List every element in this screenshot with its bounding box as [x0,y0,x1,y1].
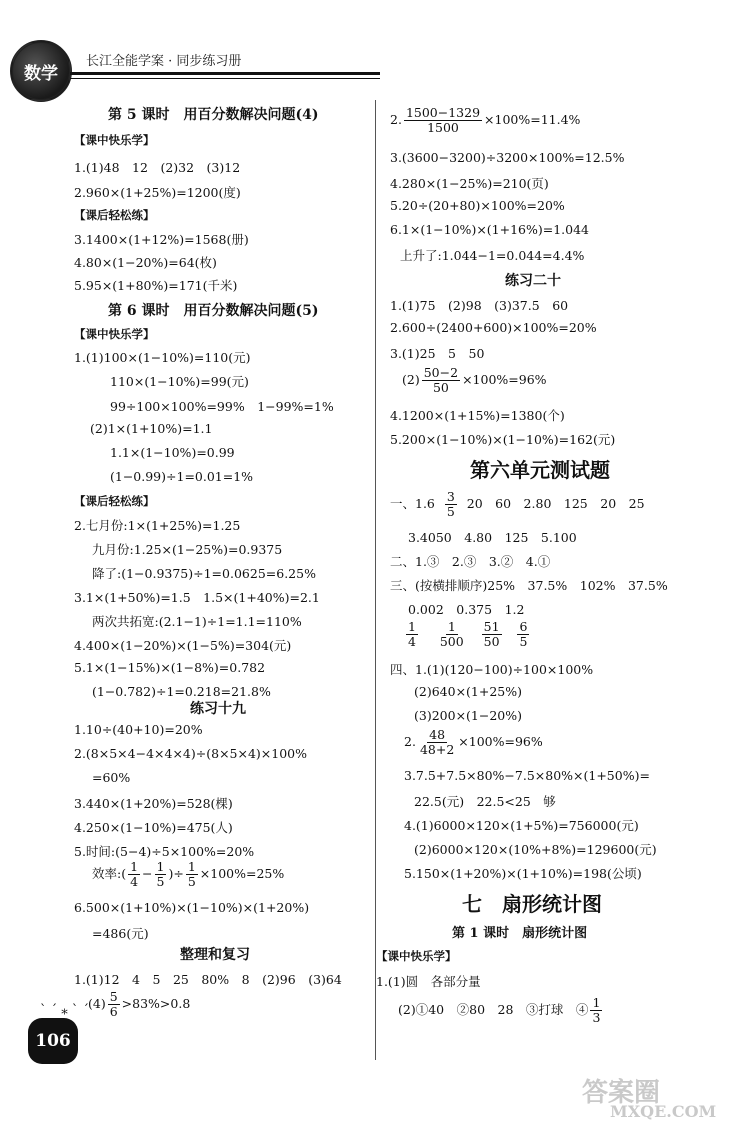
fraction [438,620,466,649]
numerator: 1 [408,619,416,634]
review-title: 整理和复习 [180,947,250,963]
answer-line: 0.002 0.375 1.2 [408,602,525,617]
unit7-title: 七 扇形统计图 [462,892,602,916]
answer-line-fraction [398,996,604,1025]
denominator: 6 [109,1003,118,1019]
answer-line: 5.95×(1+80%)=171(千米) [74,278,238,293]
answer-line: 3.(1)25 5 50 [390,346,485,361]
lesson5-tag-class: 【课中快乐学】 [74,133,155,147]
answer-line: 二、1.③ 2.③ 3.② 4.① [390,554,551,569]
answer-line: 3.4050 4.80 125 5.100 [408,530,577,545]
answer-line: 5.200×(1−10%)×(1−10%)=162(元) [390,432,616,447]
answer-line: 6.500×(1+10%)×(1−10%)×(1+20%) [74,900,310,915]
answer-line-fraction [390,106,580,135]
lesson6-tag-class: 【课中快乐学】 [74,327,155,341]
answer-line: 两次共拓宽:(2.1−1)÷1=1.1=110% [92,614,302,629]
denominator: 500 [439,633,464,649]
answer-line: 降了:(1−0.9375)÷1=0.0625=6.25% [92,566,316,581]
answer-line: (1−0.782)÷1=0.218=21.8% [92,684,271,699]
answer-line: 6.1×(1−10%)×(1+16%)=1.044 [390,222,590,237]
watermark: 答案圈 [582,1078,661,1108]
answer-line-fraction [88,990,190,1019]
answer-line: 1.(1)12 4 5 25 80% 8 (2)96 (3)64 [74,972,342,987]
fraction [418,728,456,757]
answer-line: (1−0.99)÷1=0.01=1% [110,469,254,484]
answer-line: 3.7.5+7.5×80%−7.5×80%×(1+50%)= [404,768,650,783]
page-number-label: 106 [35,1031,71,1051]
answer-line: 5.20÷(20+80)×100%=20% [390,198,565,213]
answer-line: 1.(1)圆 各部分量 [376,974,481,989]
numerator: 1 [156,859,165,874]
numerator: 6 [519,619,528,634]
denominator: 4 [408,633,416,649]
answer-line: 2.(8×5×4−4×4×4)÷(8×5×4)×100% [74,746,308,761]
answer-line-fraction [390,490,645,519]
answer-line: 上升了:1.044−1=0.044=4.4% [400,248,585,263]
answer-line: 1.(1)48 12 (2)32 (3)12 [74,160,241,175]
denominator: 1500 [427,119,459,135]
header-rule-thin [70,78,380,79]
numerator: 1 [447,619,456,634]
answer-line: 4.250×(1−10%)=475(人) [74,820,233,835]
answer-line: 4.1200×(1+15%)=1380(个) [390,408,565,423]
header-rule [70,72,380,75]
answer-line: 4.80×(1−20%)=64(枚) [74,255,217,270]
answer-line: 99÷100×100%=99% 1−99%=1% [110,399,334,414]
answer-line: 1.(1)75 (2)98 (3)37.5 60 [390,298,569,313]
watermark-url: MXQE.COM [610,1102,717,1121]
series-title: 长江全能学案 · 同步练习册 [86,54,242,69]
text: (2) [402,371,420,387]
answer-line: 2.七月份:1×(1+25%)=1.25 [74,518,241,533]
numerator: 1 [592,995,601,1010]
answer-line: 5.150×(1+20%)×(1+10%)=198(公顷) [404,866,642,881]
answer-line: 4.400×(1−20%)×(1−5%)=304(元) [74,638,292,653]
fraction [404,106,482,135]
answer-line: 三、(按横排顺序)25% 37.5% 102% 37.5% [390,578,668,593]
text: (2)①40 ②80 28 ③打球 ④ [398,1001,589,1017]
denominator: 48+2 [419,741,455,757]
numerator: 1 [130,859,139,874]
text: ×100%=25% [199,865,285,881]
text: 2. [404,733,416,749]
text: 一、1.6 [390,495,435,511]
answer-line: 3.1×(1+50%)=1.5 1.5×(1+40%)=2.1 [74,590,320,605]
text: 2. [390,111,402,127]
fraction [517,620,529,649]
text: 效率:( [92,865,127,881]
denominator: 5 [156,873,165,889]
text: ×100%=96% [458,733,543,749]
answer-line-fraction [404,728,543,757]
fraction [186,860,198,889]
exercise19-title: 练习十九 [190,701,246,717]
numerator: 1 [187,859,196,874]
answer-line: (3)200×(1−20%) [414,708,523,723]
numerator: 51 [483,619,500,634]
text: ×100%=11.4% [484,111,581,127]
answer-line: 四、1.(1)(120−100)÷100×100% [390,662,594,677]
answer-line: (2)640×(1+25%) [414,684,523,699]
answer-line: (2)1×(1+10%)=1.1 [90,421,213,436]
fraction [128,860,140,889]
answer-line: 3.1400×(1+12%)=1568(册) [74,232,249,247]
answer-line: 1.(1)100×(1−10%)=110(元) [74,350,251,365]
lesson5-tag-after: 【课后轻松练】 [74,208,155,222]
numerator: 50−2 [423,365,459,380]
answer-line: =486(元) [92,926,149,941]
answer-line: 4.280×(1−25%)=210(页) [390,176,549,191]
unit7-tag-class: 【课中快乐学】 [376,949,457,963]
column-divider [375,100,376,1060]
answer-line: (2)6000×120×(10%+8%)=129600(元) [414,842,657,857]
unit7-lesson1-title: 第 1 课时 扇形统计图 [452,926,588,941]
answer-line: 5.1×(1−15%)×(1−8%)=0.782 [74,660,266,675]
fraction [590,996,602,1025]
numerator: 5 [109,989,118,1004]
fraction [445,490,457,519]
fraction [406,620,418,649]
lesson6-title: 第 6 课时 用百分数解决问题(5) [108,303,319,319]
answer-line: =60% [92,770,131,785]
denominator: 50 [483,633,500,649]
page-number [28,1018,78,1064]
denominator: 5 [519,633,528,649]
unit6-test-title: 第六单元测试题 [470,458,610,482]
text: 20 60 2.80 125 20 25 [466,495,645,511]
answer-line-fraction [92,860,284,889]
answer-line: 4.(1)6000×120×(1+5%)=756000(元) [404,818,639,833]
lesson6-tag-after: 【课后轻松练】 [74,494,155,508]
text: >83%>0.8 [121,995,191,1011]
numerator: 3 [446,489,455,504]
text: − [142,865,153,881]
fraction [108,990,120,1019]
denominator: 5 [446,503,455,519]
denominator: 4 [130,873,139,889]
text: ×100%=96% [462,371,547,387]
numerator: 1500−1329 [405,105,481,120]
denominator: 50 [432,379,449,395]
answer-line: 2.960×(1+25%)=1200(度) [74,185,241,200]
text: (4) [88,995,106,1011]
answer-line: 3.440×(1+20%)=528(棵) [74,796,233,811]
exercise20-title: 练习二十 [505,273,561,289]
answer-line: 110×(1−10%)=99(元) [110,374,249,389]
fraction [422,366,460,395]
numerator: 48 [429,727,446,742]
answer-line: 1.1×(1−10%)=0.99 [110,445,235,460]
answer-line: 九月份:1.25×(1−25%)=0.9375 [92,542,283,557]
answer-line: 5.时间:(5−4)÷5×100%=20% [74,844,255,859]
answer-line: 2.600÷(2400+600)×100%=20% [390,320,597,335]
subject-badge [10,40,72,102]
answer-line-fractions [404,620,531,649]
answer-line: 1.10÷(40+10)=20% [74,722,203,737]
fraction [482,620,502,649]
fraction [155,860,167,889]
text: )÷ [168,865,184,881]
answer-line: 3.(3600−3200)÷3200×100%=12.5% [390,150,625,165]
denominator: 3 [592,1009,601,1025]
lesson5-title: 第 5 课时 用百分数解决问题(4) [108,107,319,123]
answer-line-fraction [402,366,547,395]
sparkle-icon: ˋ ˊ ⁎ ˋ ˊ [40,1003,90,1018]
denominator: 5 [187,873,196,889]
answer-line: 22.5(元) 22.5<25 够 [414,794,556,809]
subject-badge-label: 数学 [24,63,58,84]
